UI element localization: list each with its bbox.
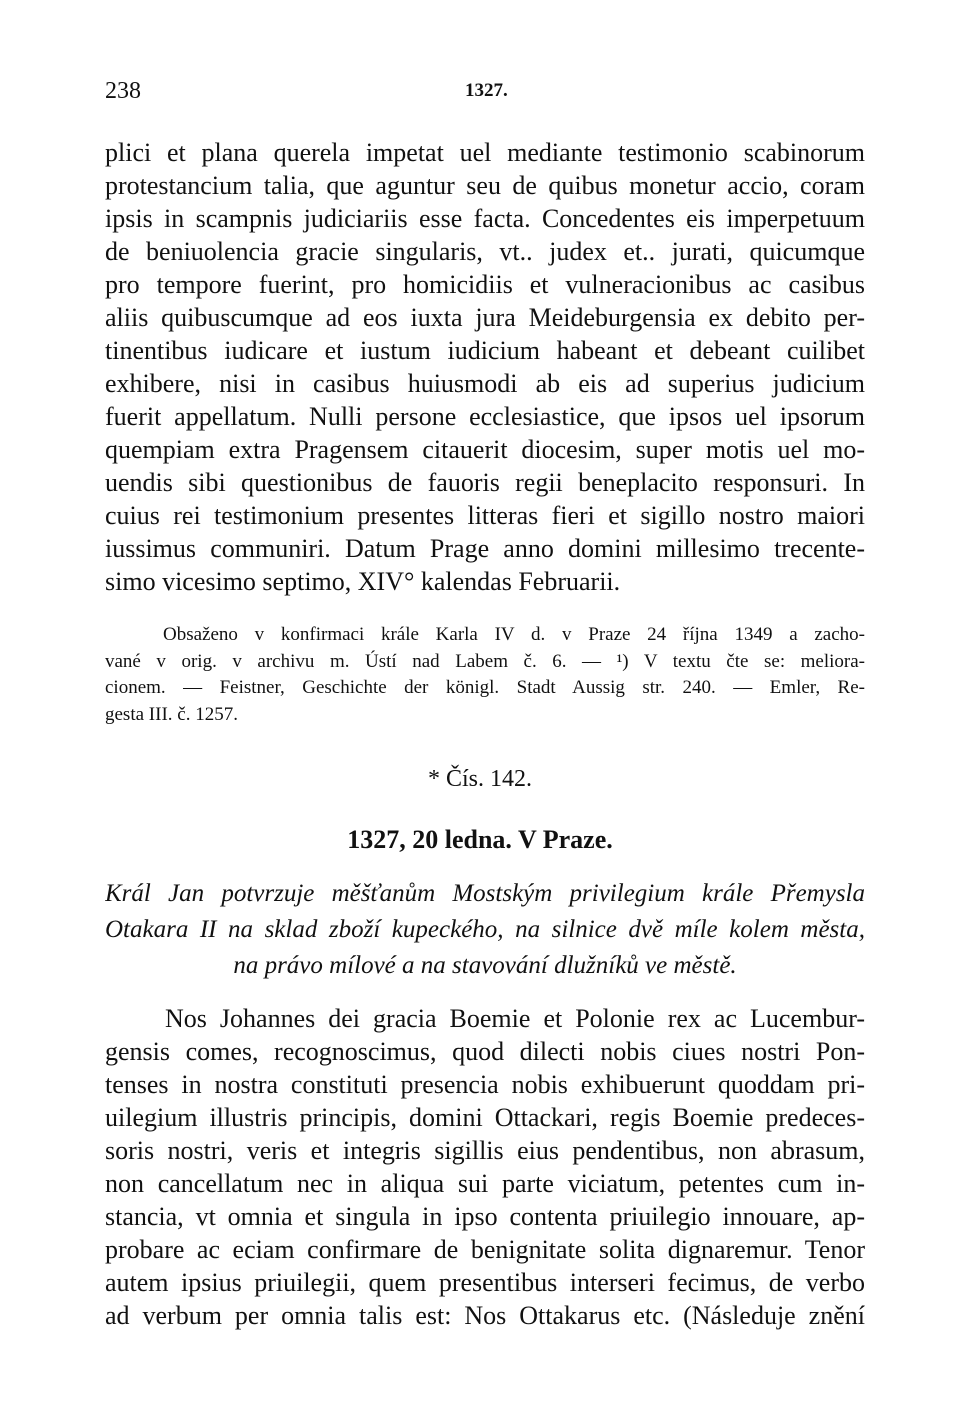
text-line: uilegium illustris principis, domini Ottackari, regis Boemie predeces- bbox=[105, 1103, 865, 1132]
note-line: gesta III. č. 1257. bbox=[105, 703, 238, 725]
running-head-year: 1327. bbox=[465, 80, 508, 101]
text-line: non cancellatum nec in aliqua sui parte viciatum, petentes cum in- bbox=[105, 1169, 865, 1198]
text-line: pro tempore fuerint, pro homicidiis et vulneracionibus ac casibus bbox=[105, 270, 865, 299]
text-line: plici et plana querela impetat uel mediante testimonio scabinorum bbox=[105, 138, 865, 167]
note-line: cionem. — Feistner, Geschichte der königl. Stadt Aussig str. 240. — Emler, Re- bbox=[105, 677, 865, 698]
text-line: de beniuolencia gracie singularis, vt.. judex et.. jurati, quicumque bbox=[105, 237, 865, 266]
text-line: cuius rei testimonium presentes litteras fieri et sigillo nostro maiori bbox=[105, 501, 865, 530]
text-line: simo vicesimo septimo, XIV° kalendas Februarii. bbox=[105, 567, 621, 596]
summary-line: Král Jan potvrzuje měšťanům Mostským privilegium krále Přemysla bbox=[105, 880, 865, 907]
page-header bbox=[105, 78, 865, 108]
source-note bbox=[105, 622, 865, 728]
document-summary bbox=[105, 876, 865, 984]
note-line: Obsaženo v konfirmaci krále Karla IV d. v Praze 24 října 1349 a zacho- bbox=[163, 624, 865, 645]
text-line: tenses in nostra constituti presencia nobis exhibuerunt quoddam pri- bbox=[105, 1070, 865, 1099]
text-line: stancia, vt omnia et singula in ipso contenta priuilegio innouare, ap- bbox=[105, 1202, 865, 1231]
page-number: 238 bbox=[105, 78, 141, 104]
text-line: gensis comes, recognoscimus, quod dilecti nobis ciues nostri Pon- bbox=[105, 1037, 865, 1066]
text-line: probare ac eciam confirmare de benignitate solita dignaremur. Tenor bbox=[105, 1235, 865, 1264]
text-line: uendis sibi questionibus de fauoris regii beneplacito responsuri. In bbox=[105, 468, 865, 497]
text-line: protestancium talia, que aguntur seu de quibus monetur accio, coram bbox=[105, 171, 865, 200]
text-line: ipsis in scampnis judiciariis esse facta. Concedentes eis imperpetuum bbox=[105, 204, 865, 233]
text-line: iussimus communiri. Datum Prage anno domini millesimo trecente- bbox=[105, 534, 865, 563]
summary-line: na právo mílové a na stavování dlužníků ve městě. bbox=[233, 952, 737, 979]
document-date-place: 1327, 20 ledna. V Praze. bbox=[347, 825, 613, 854]
text-line: fuerit appellatum. Nulli persone ecclesiastice, que ipsos uel ipsorum bbox=[105, 402, 865, 431]
text-line: ad verbum per omnia talis est: Nos Ottakarus etc. (Následuje znění bbox=[105, 1301, 865, 1330]
summary-line: Otakara II na sklad zboží kupeckého, na silnice dvě míle kolem města, bbox=[105, 916, 865, 943]
note-line: vané v orig. v archivu m. Ústí nad Labem č. 6. — ¹) V textu čte se: meliora- bbox=[105, 650, 865, 672]
text-line: quempiam extra Pragensem citauerit diocesim, super motis uel mo- bbox=[105, 435, 865, 464]
text-line: exhibere, nisi in casibus huiusmodi ab eis ad superius judicium bbox=[105, 369, 865, 398]
text-line: tinentibus iudicare et iustum iudicium habeant et debeant cuilibet bbox=[105, 336, 865, 365]
text-line: aliis quibuscumque ad eos iuxta jura Meideburgensia ex debito per- bbox=[105, 303, 865, 332]
continuation-text bbox=[105, 136, 865, 598]
text-line: Nos Johannes dei gracia Boemie et Polonie rex ac Lucembur- bbox=[165, 1004, 865, 1033]
document-number: * Čís. 142. bbox=[427, 766, 532, 792]
text-line: autem ipsius priuilegii, quem presentibus interseri fecimus, de verbo bbox=[105, 1268, 865, 1297]
document-body bbox=[105, 1002, 865, 1332]
text-line: soris nostri, veris et integris sigillis eius pendentibus, non abrasum, bbox=[105, 1136, 865, 1165]
